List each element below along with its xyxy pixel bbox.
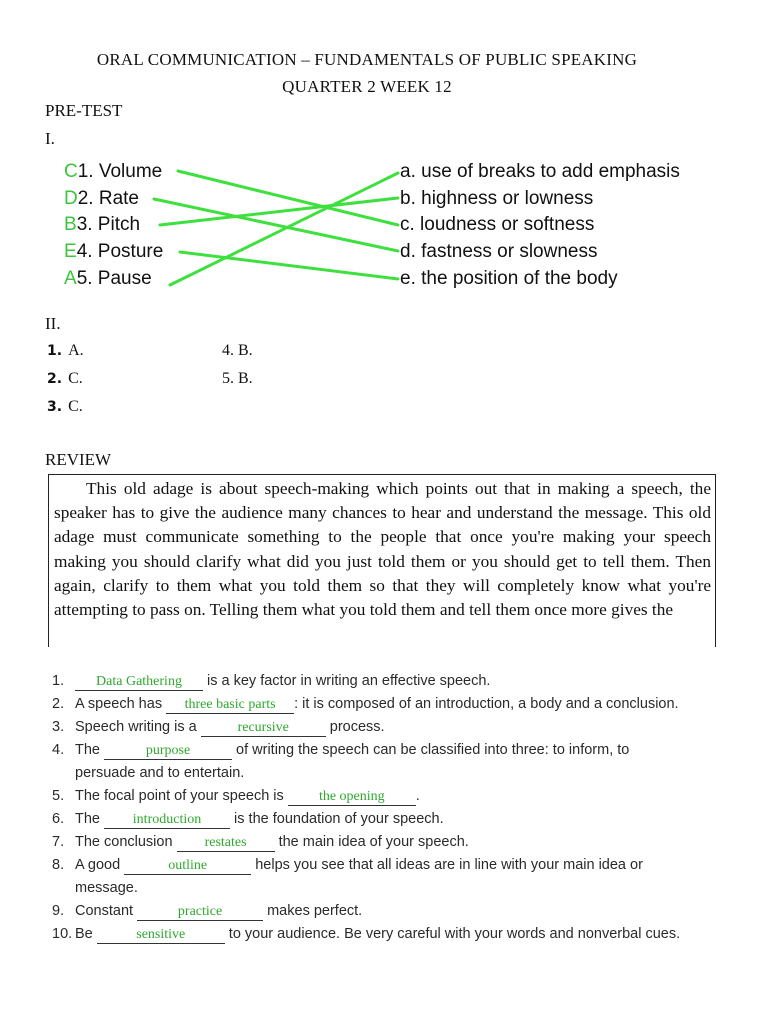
match-term: 1. Volume xyxy=(77,161,163,182)
list-item: 9. Constant practice makes perfect. xyxy=(52,903,363,919)
list-item-continuation: message. xyxy=(75,880,138,896)
answer-blank: three basic parts xyxy=(166,696,294,714)
answer-blank: restates xyxy=(177,834,275,852)
match-term: 5. Pause xyxy=(76,268,152,289)
list-item: 2. A speech has three basic parts : it is composed of an introduction, a body and a conclusion. xyxy=(52,696,679,712)
list-item: 4. The purpose of writing the speech can be classified into three: to inform, to xyxy=(52,742,630,758)
match-choice: c. loudness or softness xyxy=(400,214,595,235)
match-line-pitch-b xyxy=(160,198,398,225)
list-item: 6. The introduction is the foundation of your speech. xyxy=(52,811,444,827)
list-item: 10. Be sensitive to your audience. Be very careful with your words and nonverbal cues. xyxy=(52,926,681,942)
page-subtitle: QUARTER 2 WEEK 12 xyxy=(282,77,452,96)
match-line-pause-a xyxy=(170,173,398,285)
match-term: 4. Posture xyxy=(76,241,164,262)
match-line-rate-d xyxy=(154,199,398,251)
list-item: 3. Speech writing is a recursive process. xyxy=(52,719,385,735)
match-answer: D xyxy=(64,188,78,209)
match-choice: b. highness or lowness xyxy=(400,188,594,209)
list-item: 8. A good outline helps you see that all ideas are in line with your main idea or xyxy=(52,857,643,873)
match-answer: C xyxy=(64,161,78,182)
matching-lines xyxy=(0,0,768,320)
pretest-heading: PRE-TEST xyxy=(45,101,123,120)
answer-blank: practice xyxy=(137,903,263,921)
match-answer: B xyxy=(64,214,77,235)
part2-answer: 1. A. xyxy=(47,342,84,359)
page-title: ORAL COMMUNICATION – FUNDAMENTALS OF PUBLIC SPEAKING xyxy=(96,50,638,69)
list-item: 7. The conclusion restates the main idea of your speech. xyxy=(52,834,469,850)
match-line-volume-c xyxy=(178,171,398,225)
match-choice: e. the position of the body xyxy=(400,268,618,289)
answer-blank: sensitive xyxy=(97,926,225,944)
match-term: 2. Rate xyxy=(77,188,139,209)
part2-answer: 5. B. xyxy=(222,370,253,387)
part2-answer: 3. C. xyxy=(47,398,83,415)
review-paragraph: This old adage is about speech-making which points out that in making a speech, the speaker has to give the audience many chances to hear and understand the message. This old adage must communicate something to the people that once you're making your speech making you should clarify what did you just told them or you should get to tell them. Then again, clarify to them what you told them so that they will completely know what you're attempting to pass on. Telling them what you told them and tell them once more gives the xyxy=(54,479,711,620)
list-item-continuation: persuade and to entertain. xyxy=(75,765,245,781)
answer-blank: introduction xyxy=(104,811,230,829)
answer-blank: outline xyxy=(124,857,251,875)
answer-blank: the opening xyxy=(288,788,416,806)
part1-label: I. xyxy=(45,129,55,148)
match-choice: a. use of breaks to add emphasis xyxy=(400,161,680,182)
part2-answer: 4. B. xyxy=(222,342,253,359)
fill-in-list xyxy=(52,670,680,946)
list-item: 1. Data Gathering is a key factor in writing an effective speech. xyxy=(52,673,491,689)
answer-blank: Data Gathering xyxy=(75,673,203,691)
part2-answer: 2. C. xyxy=(47,370,83,387)
list-item: 5. The focal point of your speech is the opening . xyxy=(52,788,420,804)
match-answer: E xyxy=(64,241,77,262)
match-term: 3. Pitch xyxy=(76,214,141,235)
review-heading: REVIEW xyxy=(45,450,112,469)
match-answer: A xyxy=(64,268,77,289)
answer-blank: recursive xyxy=(201,719,326,737)
answer-blank: purpose xyxy=(104,742,232,760)
part2-label: II. xyxy=(45,314,61,333)
match-choice: d. fastness or slowness xyxy=(400,241,598,262)
review-box xyxy=(48,474,716,647)
